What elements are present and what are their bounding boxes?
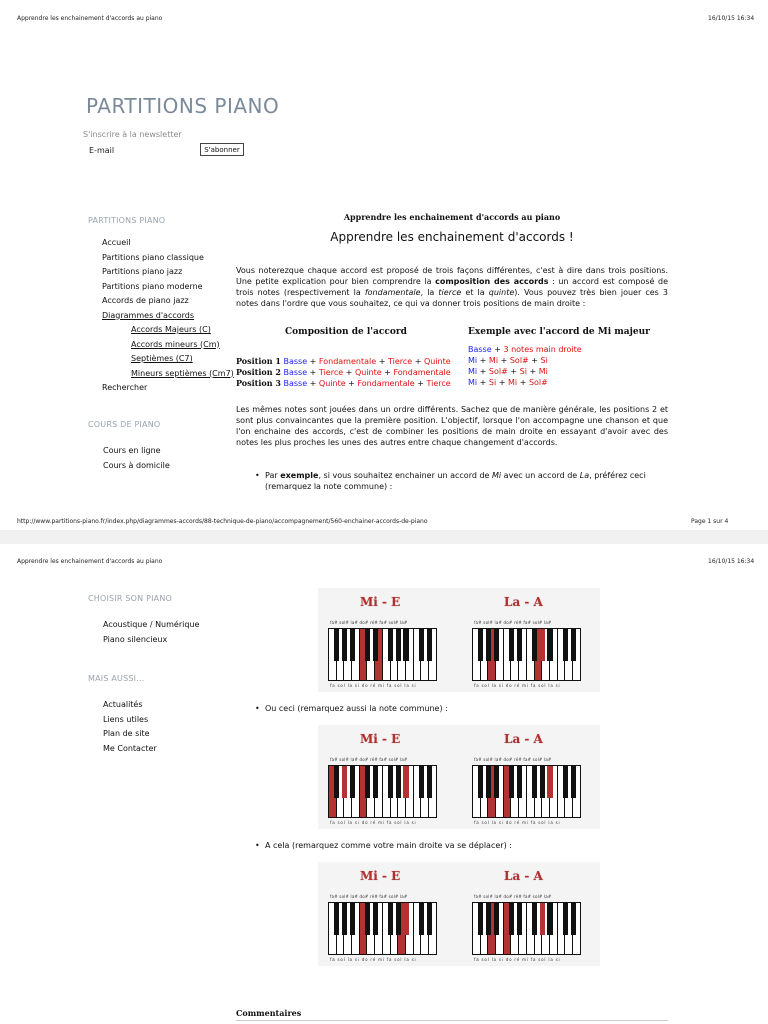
chord-name-la-a: La - A (504, 595, 543, 609)
black-key (571, 903, 576, 935)
nav-item-accords-jazz[interactable]: Accords de piano jazz (102, 296, 189, 305)
black-key (547, 903, 552, 935)
black-key (342, 766, 347, 798)
black-key (494, 903, 499, 935)
keyboard-top-labels: fa# sol# la# do# ré# fa# sol# la# (330, 894, 408, 899)
keyboard-bottom-labels: fa sol la si do ré mi fa sol la si (474, 683, 561, 688)
black-key (388, 766, 393, 798)
table-example-position-3: Mi + Si + Mi + Sol# (468, 378, 548, 387)
black-key (403, 766, 408, 798)
article-paragraph-2: Les mêmes notes sont jouées dans un ordre différents. Sachez que de manière générale, les positions 2 et sont plus convaincantes que la première position. L'objectif, lorsque l'on accompagne une chanson et que l'on enchaine des accords, c'est de combiner les positions de main droite en essayant d'avoir avec des notes les plus proches les unes des autres entre chaque changement d'accords. (236, 405, 668, 447)
black-key (509, 629, 514, 661)
black-key (486, 903, 491, 935)
piano-keyboard-la (472, 628, 581, 681)
nav-item-liens-utiles[interactable]: Liens utiles (103, 714, 149, 724)
black-key (365, 903, 370, 935)
table-row-position-2: Position 2 Basse + Tierce + Quinte + Fondamentale (236, 367, 451, 377)
black-key (365, 629, 370, 661)
black-key (365, 766, 370, 798)
article-title: Apprendre les enchainement d'accords ! (330, 230, 574, 244)
black-key (563, 766, 568, 798)
nav-item-jazz[interactable]: Partitions piano jazz (102, 267, 183, 276)
article-kicker: Apprendre les enchainement d'accords au piano (343, 212, 561, 222)
keyboard-bottom-labels: fa sol la si do ré mi fa sol la si (330, 957, 417, 962)
black-key (517, 903, 522, 935)
nav-item-classique[interactable]: Partitions piano classique (102, 252, 204, 262)
nav-item-moderne[interactable]: Partitions piano moderne (102, 281, 203, 291)
black-key (517, 629, 522, 661)
article-intro: Vous noterezque chaque accord est proposé de trois façons différentes, c'est à dire dans trois positions. Une petite explication pour bien comprendre la composition des accords : un accord est composé de trois notes (respectivement la fondamentale, la tierce et la quinte). Vous pouvez très bien jouer ces 3 notes dans l'ordre que vous souhaitez, ce qui va donner trois positions de main droite : (236, 266, 668, 308)
piano-keyboard-mi (328, 902, 437, 955)
nav-item-cours-domicile[interactable]: Cours à domicile (103, 460, 170, 470)
sidebar-nav-choisir (103, 618, 199, 647)
black-key (334, 766, 339, 798)
keyboard-bottom-labels: fa sol la si do ré mi fa sol la si (474, 820, 561, 825)
chord-diagram-pair-2 (318, 725, 600, 829)
sidebar-nav-partitions (102, 236, 204, 323)
print-header-title-p2: Apprendre les enchainement d'accords au piano (17, 558, 163, 565)
nav-subitem-majeurs[interactable]: Accords Majeurs (C) (131, 325, 211, 334)
black-key (350, 766, 355, 798)
black-key (494, 766, 499, 798)
nav-item-accueil[interactable]: Accueil (102, 238, 131, 247)
table-row-position-3: Position 3 Basse + Quinte + Fondamentale + Tierce (236, 378, 451, 388)
black-key (373, 766, 378, 798)
print-header-datetime-p2: 16/10/15 16:34 (708, 558, 755, 565)
keyboard-top-labels: fa# sol# la# do# ré# fa# sol# la# (330, 620, 408, 625)
sidebar-nav-mais-aussi (103, 698, 157, 756)
keyboard-bottom-labels: fa sol la si do ré mi fa sol la si (330, 683, 417, 688)
black-key (486, 629, 491, 661)
black-key (509, 766, 514, 798)
nav-item-diagrammes[interactable]: Diagrammes d'accords (102, 310, 195, 320)
piano-keyboard-la (472, 765, 581, 818)
black-key (532, 766, 537, 798)
black-key (373, 903, 378, 935)
black-key (419, 903, 424, 935)
nav-item-plan-de-site[interactable]: Plan de site (103, 729, 150, 738)
nav-subitem-septiemes[interactable]: Septièmes (C7) (131, 354, 193, 363)
subscribe-button[interactable]: S'abonner (200, 143, 244, 156)
print-header-title: Apprendre les enchainement d'accords au piano (17, 15, 163, 22)
black-key (494, 629, 499, 661)
black-key (419, 766, 424, 798)
table-head-exemple: Exemple avec l'accord de Mi majeur (468, 327, 650, 337)
black-key (350, 629, 355, 661)
print-footer-url: http://www.partitions-piano.fr/index.php/diagrammes-accords/88-technique-de-piano/accompagnement/560-enchainer-accords-de-piano (17, 518, 428, 525)
nav-item-actualites[interactable]: Actualités (103, 700, 143, 709)
black-key (396, 766, 401, 798)
black-key (373, 629, 378, 661)
black-key (334, 629, 339, 661)
black-key (342, 629, 347, 661)
comments-heading: Commentaires (236, 1008, 302, 1018)
black-key (403, 903, 408, 935)
black-key (547, 629, 552, 661)
black-key (547, 766, 552, 798)
black-key (563, 629, 568, 661)
sidebar-heading-cours: COURS DE PIANO (88, 420, 161, 429)
page-break (0, 530, 768, 544)
email-label: E-mail (89, 146, 115, 155)
table-example-position-2: Mi + Sol# + Si + Mi (468, 367, 548, 376)
bullet-item-2: • Ou ceci (remarquez aussi la note commune) : (255, 704, 448, 713)
chord-name-la-a: La - A (504, 732, 543, 746)
black-key (532, 903, 537, 935)
keyboard-top-labels: fa# sol# la# do# ré# fa# sol# la# (474, 757, 552, 762)
black-key (342, 903, 347, 935)
nav-item-acoustique[interactable]: Acoustique / Numérique (103, 620, 200, 629)
piano-keyboard-la (472, 902, 581, 955)
keyboard-bottom-labels: fa sol la si do ré mi fa sol la si (474, 957, 561, 962)
piano-keyboard-mi (328, 765, 437, 818)
chord-name-la-a: La - A (504, 869, 543, 883)
table-head-composition: Composition de l'accord (285, 327, 407, 337)
black-key (388, 903, 393, 935)
keyboard-top-labels: fa# sol# la# do# ré# fa# sol# la# (474, 894, 552, 899)
black-key (540, 629, 545, 661)
black-key (540, 766, 545, 798)
comments-divider (236, 1020, 668, 1021)
black-key (396, 903, 401, 935)
keyboard-bottom-labels: fa sol la si do ré mi fa sol la si (330, 820, 417, 825)
keyboard-top-labels: fa# sol# la# do# ré# fa# sol# la# (474, 620, 552, 625)
chord-name-mi-e: Mi - E (360, 869, 401, 883)
black-key (571, 629, 576, 661)
chord-diagram-pair-1 (318, 588, 600, 692)
sidebar-heading-choisir: CHOISIR SON PIANO (88, 594, 173, 603)
newsletter-label: S'inscrire à la newsletter (83, 130, 182, 139)
nav-item-rechercher[interactable]: Rechercher (102, 383, 148, 392)
chord-name-mi-e: Mi - E (360, 595, 401, 609)
chord-name-mi-e: Mi - E (360, 732, 401, 746)
black-key (478, 629, 483, 661)
black-key (517, 766, 522, 798)
black-key (540, 903, 545, 935)
black-key (486, 766, 491, 798)
site-title[interactable]: PARTITIONS PIANO (86, 94, 280, 118)
black-key (396, 629, 401, 661)
black-key (478, 903, 483, 935)
black-key (427, 903, 432, 935)
print-header-datetime: 16/10/15 16:34 (708, 15, 755, 22)
sidebar-heading-mais-aussi: MAIS AUSSI... (88, 674, 145, 683)
chord-diagram-pair-3 (318, 862, 600, 966)
sidebar-heading-partitions: PARTITIONS PIANO (88, 216, 166, 225)
table-row-position-1: Position 1 Basse + Fondamentale + Tierce + Quinte (236, 356, 451, 366)
black-key (563, 903, 568, 935)
nav-item-piano-silencieux[interactable]: Piano silencieux (103, 634, 168, 644)
black-key (478, 766, 483, 798)
keyboard-top-labels: fa# sol# la# do# ré# fa# sol# la# (330, 757, 408, 762)
piano-keyboard-mi (328, 628, 437, 681)
black-key (403, 629, 408, 661)
table-example-position-1: Mi + Mi + Sol# + Si (468, 356, 548, 365)
black-key (350, 903, 355, 935)
nav-subitem-mineurs-septiemes[interactable]: Mineurs septièmes (Cm7) (131, 368, 234, 378)
nav-subitem-mineurs[interactable]: Accords mineurs (Cm) (131, 339, 220, 349)
black-key (427, 629, 432, 661)
bullet-item-3: • A cela (remarquez comme votre main droite va se déplacer) : (255, 841, 512, 850)
black-key (571, 766, 576, 798)
table-example-header-row: Basse + 3 notes main droite (468, 345, 582, 354)
nav-item-contact[interactable]: Me Contacter (103, 743, 157, 753)
nav-item-cours-en-ligne[interactable]: Cours en ligne (103, 446, 161, 455)
black-key (427, 766, 432, 798)
sidebar-subnav-diagrammes (131, 323, 234, 381)
black-key (532, 629, 537, 661)
sidebar-nav-cours (103, 444, 170, 473)
bullet-item-1: • Par exemple, si vous souhaitez enchainer un accord de Mi avec un accord de La, préférez ceci (remarquez la note commune) : (255, 471, 646, 491)
black-key (334, 903, 339, 935)
black-key (419, 629, 424, 661)
black-key (509, 903, 514, 935)
print-footer-page: Page 1 sur 4 (691, 518, 729, 525)
black-key (388, 629, 393, 661)
